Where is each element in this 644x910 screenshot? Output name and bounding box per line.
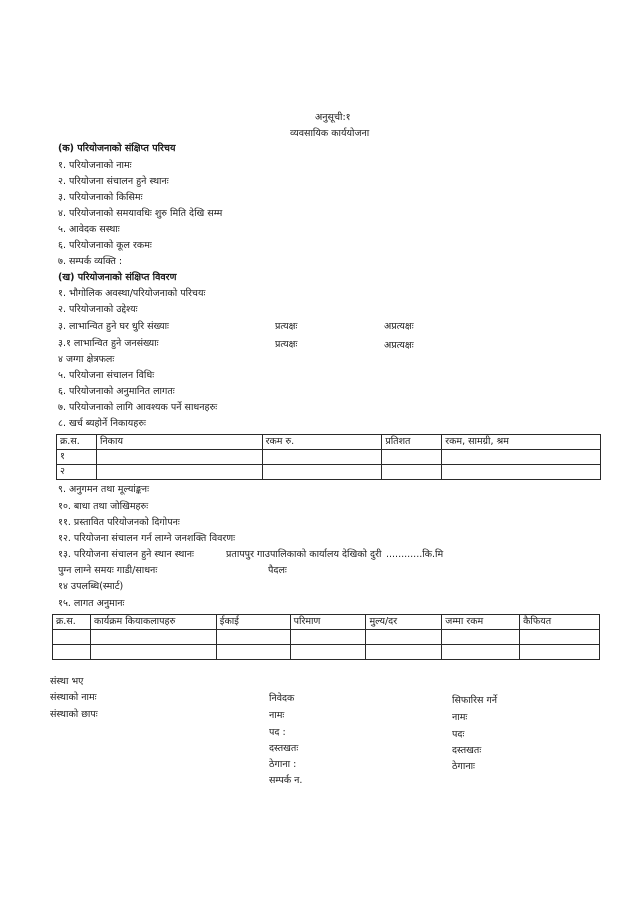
table-cell xyxy=(53,630,91,645)
table-cell: २ xyxy=(57,465,97,480)
org-stamp-label: संस्थाको छापः xyxy=(50,709,98,720)
recommender-title: सिफारिस गर्ने xyxy=(452,695,498,706)
section-b-item: ७. परियोजनाको लागि आवश्यक पर्ने साधनहरुः xyxy=(58,402,218,413)
column-header: जम्मा रकम xyxy=(442,615,520,630)
office-distance-label: प्रतापपुर गाउपालिकाको कार्यालय देखिको दुरी xyxy=(226,549,382,560)
applicant-signature-label: दस्तखतः xyxy=(269,743,299,754)
section-b-item: १. भौगोलिक अवस्था/परियोजनाको परिचयः xyxy=(58,288,206,299)
table-cell xyxy=(520,630,600,645)
table-cell xyxy=(366,630,442,645)
section-b-item: ८. खर्च ब्यहोर्ने निकायहरुः xyxy=(58,418,146,429)
table-cell xyxy=(53,645,91,660)
table-cell xyxy=(262,465,382,480)
page-title: व्यवसायिक कार्ययोजना xyxy=(290,128,370,139)
section-a-item: २. परियोजना संचालन हुने स्थानः xyxy=(58,176,169,187)
after-table-item: ११. प्रस्तावित परियोजनको दिगोपनः xyxy=(58,517,180,528)
table-cell xyxy=(216,630,290,645)
after-table-item: १२. परियोजना संचालन गर्न लाग्ने जनशक्ति विवरणः xyxy=(58,533,236,544)
after-table-item: १०. बाधा तथा जोखिमहरुः xyxy=(58,501,149,512)
section-b-item: ६. परियोजनाको अनुमानित लागतः xyxy=(58,386,175,397)
after-table-item: १३. परियोजना संचालन हुने स्थान स्थानः xyxy=(58,549,194,560)
section-a-item: ३. परियोजनाको किसिमः xyxy=(58,192,143,203)
distance-km-blank: ............कि.मि xyxy=(386,549,444,560)
table-row xyxy=(57,465,601,480)
section-a-heading: (क) परियोजनाको संक्षिप्त परिचय xyxy=(58,143,176,154)
section-b-heading: (ख) परियोजनाको संक्षिप्त विवरण xyxy=(58,272,177,283)
section-b-item: ३. लाभान्वित हुने घर धुरि संख्याः xyxy=(58,321,169,332)
column-header: निकाय xyxy=(96,435,262,450)
table-row xyxy=(53,630,600,645)
table-cell xyxy=(520,645,600,660)
table-cell xyxy=(96,450,262,465)
column-header: रकम, सामग्री, श्रम xyxy=(442,435,601,450)
section-b-item: ५. परियोजना संचालन विधिः xyxy=(58,370,155,381)
table-header-row xyxy=(53,615,600,630)
section-a-item: ४. परियोजनाको समयावधिः शुरु मिति देखि सम्म xyxy=(58,208,223,219)
direct-label: प्रत्यक्षः xyxy=(275,339,298,350)
table-header-row xyxy=(57,435,601,450)
table-cell xyxy=(366,645,442,660)
after-table-item: ९. अनुगमन तथा मूल्यांङ्कनः xyxy=(58,484,149,495)
after-table-item: १४ उपलब्धि(स्मार्ट) xyxy=(58,581,124,592)
recommender-signature-label: दस्तखतः xyxy=(452,745,482,756)
section-a-item: ६. परियोजनाको कूल रकमः xyxy=(58,240,152,251)
applicant-name-label: नामः xyxy=(269,710,285,721)
direct-label: प्रत्यक्षः xyxy=(275,321,298,332)
applicant-title: निवेदक xyxy=(269,693,295,704)
expense-table xyxy=(56,434,601,480)
table-cell xyxy=(290,645,366,660)
table-cell xyxy=(290,630,366,645)
table-cell xyxy=(90,645,216,660)
column-header: ईकाई xyxy=(216,615,290,630)
section-a-item: ७. सम्पर्क व्यक्ति : xyxy=(58,256,123,267)
column-header: रकम रु. xyxy=(262,435,382,450)
cost-table xyxy=(52,614,600,660)
table-cell xyxy=(442,465,601,480)
column-header: कैफियत xyxy=(520,615,600,630)
column-header: क्र.स. xyxy=(57,435,97,450)
column-header: प्रतिशत xyxy=(382,435,442,450)
section-b-item: ४ जग्गा क्षेत्रफलः xyxy=(58,354,115,365)
table-row xyxy=(53,645,600,660)
recommender-name-label: नामः xyxy=(452,712,468,723)
reach-time-label: पुग्न लाग्ने समयः गाडी/साधनः xyxy=(58,565,158,576)
table-cell xyxy=(382,450,442,465)
column-header: क्र.स. xyxy=(53,615,91,630)
indirect-label: अप्रत्यक्षः xyxy=(384,340,414,351)
table-cell: १ xyxy=(57,450,97,465)
table-cell xyxy=(442,630,520,645)
applicant-address-label: ठेगाना : xyxy=(269,759,297,770)
column-header: मुल्य/दर xyxy=(366,615,442,630)
table-row xyxy=(57,450,601,465)
table-cell xyxy=(382,465,442,480)
column-header: कार्यक्रम कियाकलापहरु xyxy=(90,615,216,630)
table-cell xyxy=(96,465,262,480)
table-cell xyxy=(262,450,382,465)
section-a-item: ५. आवेदक सस्थाः xyxy=(58,224,120,235)
section-a-item: १. परियोजनाको नामः xyxy=(58,160,132,171)
recommender-post-label: पदः xyxy=(452,729,465,740)
applicant-contact-label: सम्पर्क न. xyxy=(269,775,303,786)
annex-number: अनुसूची:१ xyxy=(315,112,351,123)
walking-label: पैदलः xyxy=(268,565,287,576)
org-name-label: संस्थाको नामः xyxy=(50,692,97,703)
section-b-item: ३.१ लाभान्वित हुने जनसंख्याः xyxy=(58,338,159,349)
column-header: परिमाण xyxy=(290,615,366,630)
indirect-label: अप्रत्यक्षः xyxy=(384,321,414,332)
table-cell xyxy=(442,450,601,465)
section-b-item: २. परियोजनाको उद्देश्यः xyxy=(58,304,138,315)
table-cell xyxy=(90,630,216,645)
applicant-post-label: पद : xyxy=(269,727,286,738)
table-cell xyxy=(442,645,520,660)
after-table-item: १५. लागत अनुमानः xyxy=(58,598,125,609)
recommender-address-label: ठेगानाः xyxy=(452,761,475,772)
table-cell xyxy=(216,645,290,660)
org-if-any-label: संस्था भए xyxy=(50,676,84,687)
